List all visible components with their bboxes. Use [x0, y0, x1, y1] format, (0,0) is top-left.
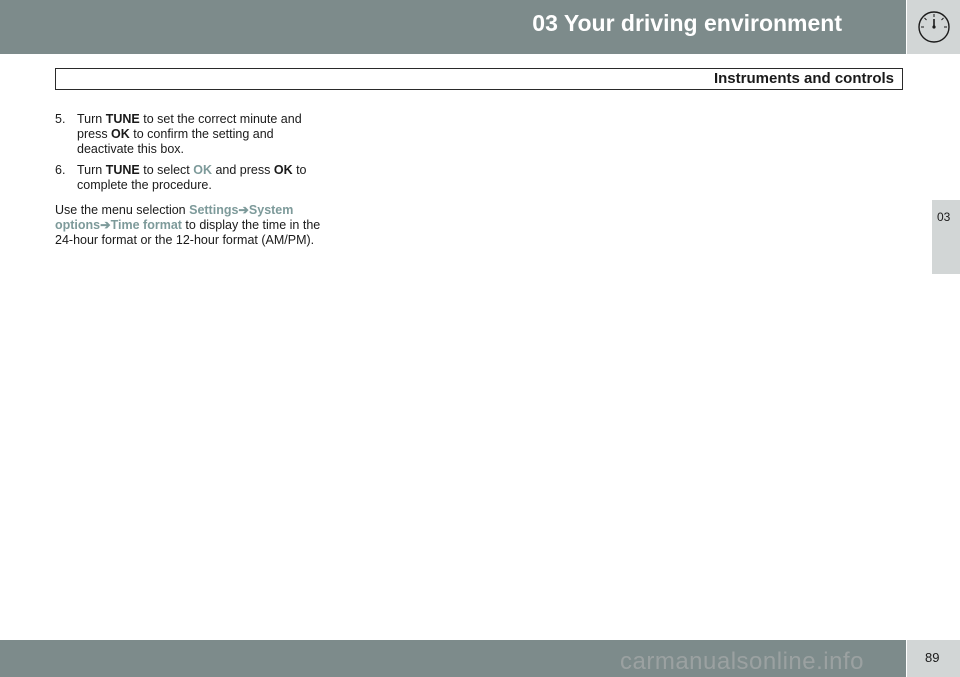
step-text: to set the correct minute and press [77, 112, 302, 141]
header-band [0, 0, 906, 54]
section-header [55, 68, 903, 90]
step-text: to select [139, 163, 194, 177]
chapter-tab-label: 03 [937, 210, 951, 224]
control-name: OK [273, 163, 293, 177]
footer-page-box [907, 640, 960, 677]
step-number: 5. [55, 112, 66, 126]
control-name: OK [111, 127, 130, 141]
section-title: Instruments and controls [713, 70, 894, 87]
arrow-right-icon: ➔ [100, 218, 111, 232]
control-name: TUNE [105, 112, 140, 126]
menu-path-item: System options [55, 203, 294, 232]
menu-path-paragraph [55, 203, 325, 248]
menu-path-item: Time format [110, 218, 182, 232]
step-number: 6. [55, 163, 66, 177]
page-number: 89 [925, 650, 940, 665]
paragraph-text: Use the menu selection [55, 203, 190, 217]
chapter-icon-box [907, 0, 960, 54]
step-text: and press [212, 163, 274, 177]
content-column [55, 112, 325, 248]
menu-path-item: Settings [189, 203, 239, 217]
menu-option: OK [193, 163, 212, 177]
arrow-right-icon: ➔ [238, 203, 249, 217]
step-5 [55, 112, 325, 157]
chapter-tab [932, 200, 960, 274]
control-name: TUNE [105, 163, 140, 177]
chapter-title: 03 Your driving environment [532, 10, 842, 36]
gauge-icon [916, 9, 952, 45]
paragraph-text: to display the time in the 24-hour format or the 12-hour format (AM/PM). [55, 218, 321, 247]
step-text: to confirm the setting and deactivate this box. [77, 127, 274, 156]
step-text: to complete the procedure. [77, 163, 307, 192]
step-text: Turn [77, 163, 106, 177]
watermark: carmanualsonline.info [620, 648, 864, 675]
step-text: Turn [77, 112, 106, 126]
step-6 [55, 163, 325, 193]
